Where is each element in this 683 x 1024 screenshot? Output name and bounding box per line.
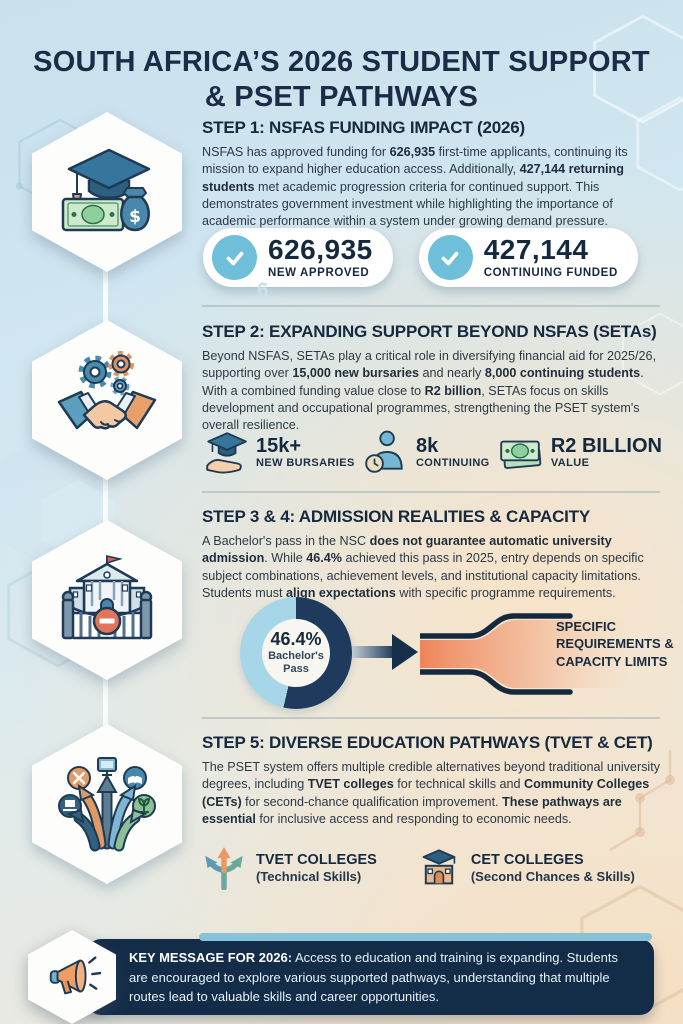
mini-stat-value-total: [497, 429, 662, 475]
university-gate-restricted-icon: [57, 550, 157, 650]
artifact-digit: 6: [257, 279, 269, 302]
mini-stat-label: VALUE: [550, 456, 590, 469]
step5-hexagon: [32, 724, 182, 884]
step2-mini-stats: [202, 429, 662, 475]
person-clock-icon: [362, 429, 408, 475]
step3-hexagon: [32, 520, 182, 680]
mini-stat-value: 15k+: [256, 434, 302, 457]
step1-hexagon: [32, 112, 182, 272]
mini-stat-label: CONTINUING: [415, 456, 490, 469]
stat-value: 427,144: [483, 234, 589, 265]
step1-body: NSFAS has approved funding for 626,935 first-time applicants, continuing its mission to expand higher education access. Additionally, 427,144 returning students met academic progression criteria for continued support. This demonstrates government investment while highlighting the importance of academic performance within a system under growing demand pressure.: [202, 145, 628, 228]
stat-label: CONTINUING FUNDED: [483, 267, 618, 279]
step2-section: [202, 322, 662, 434]
funnel-label: SPECIFIC REQUIREMENTS & CAPACITY LIMITS: [556, 619, 674, 669]
step5-section: [202, 733, 662, 828]
graduation-cap-money-icon: [57, 142, 157, 242]
check-circle-icon: [428, 235, 473, 280]
donut-value: 46.4%: [270, 629, 322, 650]
step2-hexagon: [32, 320, 182, 480]
pathway-detail: (Technical Skills): [256, 868, 362, 884]
mini-stat-label: NEW BURSARIES: [256, 456, 355, 469]
section-divider: [202, 717, 660, 719]
section-divider: [202, 305, 660, 307]
mini-stat-value: R2 BILLION: [550, 434, 662, 457]
step5-body: The PSET system offers multiple credible alternatives beyond traditional university degrees, including TVET colleges for technical skills and Community Colleges (CETs) for second-chance qualification improvement. These pathways are essential for inclusive access and responding to economic needs.: [202, 760, 661, 826]
pathway-name: CET COLLEGES: [470, 851, 584, 868]
step3-4-section: [202, 507, 662, 602]
bachelors-pass-donut-chart: [240, 597, 352, 709]
pathway-cet: [417, 846, 635, 890]
step5-heading: STEP 5: DIVERSE EDUCATION PATHWAYS (TVET & CET): [202, 733, 653, 752]
step3-4-heading: STEP 3 & 4: ADMISSION REALITIES & CAPACITY: [202, 507, 591, 526]
key-message-hexagon: [28, 930, 116, 1024]
flow-arrow-icon: [352, 632, 418, 672]
stat-label: NEW APPROVED: [268, 267, 370, 279]
mini-stat-continuing: [362, 429, 490, 475]
college-building-icon: [417, 846, 461, 890]
stat-pill-continuing-funded: [419, 228, 638, 287]
key-message-bar: [87, 939, 654, 1015]
step3-4-body: A Bachelor's pass in the NSC does not guarantee automatic university admission. While 46.4% achieved this pass in 2025, entry depends on specific subject combinations, achievement levels, and institutional capacity limitations. Students must align expectations with specific programme requirements.: [202, 534, 644, 600]
key-message-text: KEY MESSAGE FOR 2026: Access to education and training is expanding. Students are encouraged to explore various supported pathways, understanding that multiple routes lead to valuable skills and career opportunities.: [129, 950, 618, 1004]
megaphone-icon: [43, 948, 101, 1006]
banknotes-icon: [497, 429, 543, 475]
pathway-name: TVET COLLEGES: [256, 851, 377, 868]
stat-pill-new-approved: [203, 228, 393, 287]
donut-label: Bachelor's Pass: [268, 649, 324, 675]
handshake-gears-icon: [57, 350, 157, 450]
three-way-arrows-icon: [202, 846, 246, 890]
svg-text:$: $: [129, 207, 141, 227]
step2-heading: STEP 2: EXPANDING SUPPORT BEYOND NSFAS (SETAs): [202, 322, 657, 341]
pathway-detail: (Second Chances & Skills): [470, 868, 635, 884]
mini-stat-bursaries: [202, 429, 355, 475]
mini-stat-value: 8k: [415, 434, 439, 457]
pathway-tvet: [202, 846, 377, 890]
step1-heading: STEP 1: NSFAS FUNDING IMPACT (2026): [202, 118, 525, 137]
donut-center: [262, 619, 330, 687]
section-divider: [202, 491, 660, 493]
stat-value: 626,935: [268, 234, 373, 265]
step1-section: [202, 118, 662, 230]
branching-pathways-icon: [57, 754, 157, 854]
page-title: SOUTH AFRICA’S 2026 STUDENT SUPPORT & PSET PATHWAYS: [33, 46, 650, 113]
pathway-options: [202, 846, 635, 890]
cap-on-hand-icon: [202, 429, 248, 475]
step2-body: Beyond NSFAS, SETAs play a critical role in diversifying financial aid for 2025/26, supporting over 15,000 new bursaries and nearly 8,000 continuing students. With a combined funding value close to R2 billion, SETAs focus on skills development and occupational programmes, strengthening the PSET system's overall resilience.: [202, 349, 657, 432]
check-circle-icon: [212, 235, 257, 280]
